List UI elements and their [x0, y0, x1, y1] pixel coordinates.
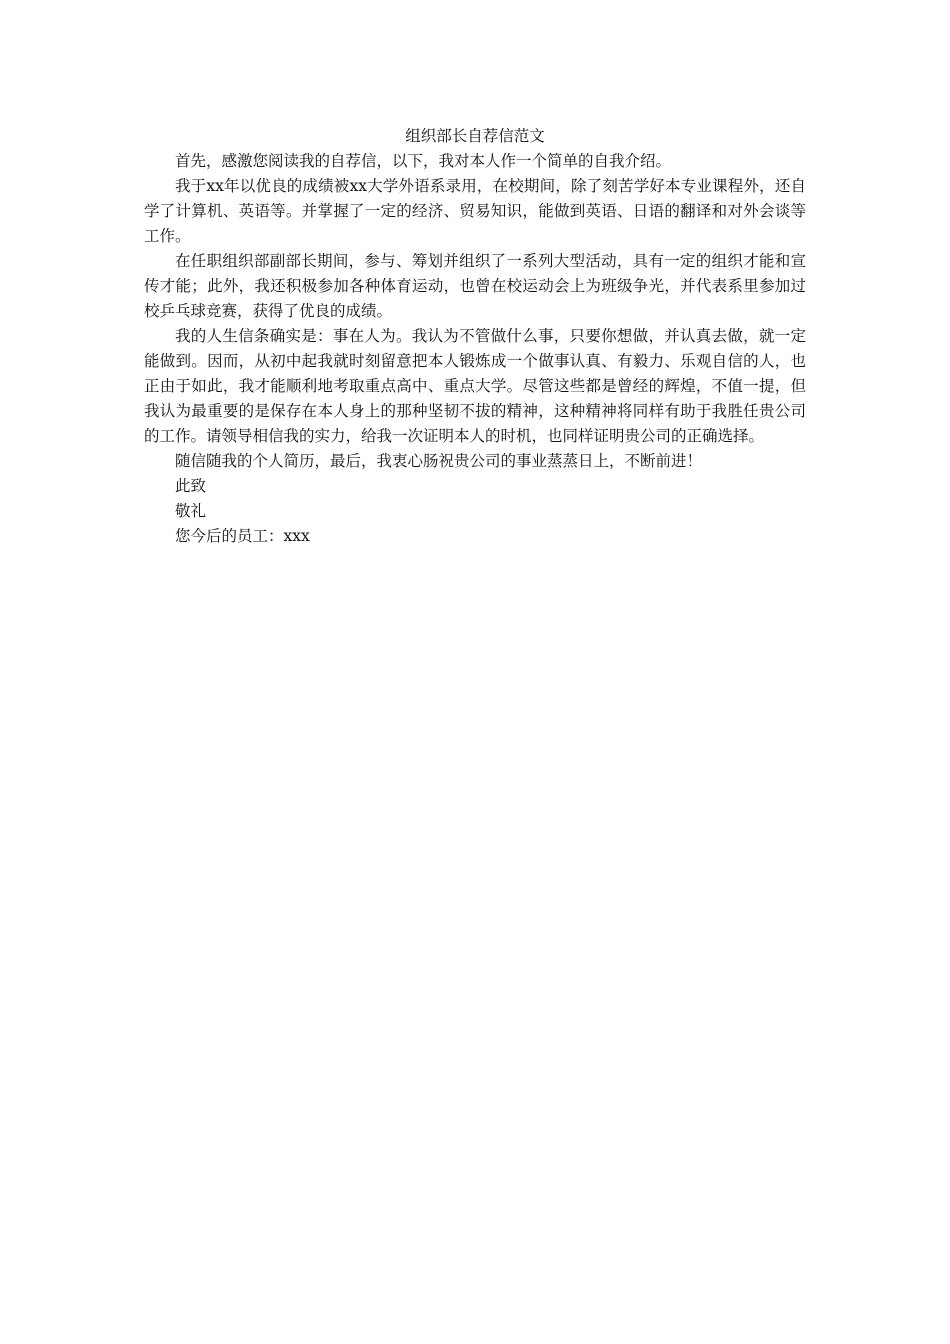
salutation-ci-zhi: 此致 — [175, 477, 207, 495]
paragraph-closing: 随信随我的个人简历，最后，我衷心肠祝贵公司的事业蒸蒸日上，不断前进！ — [175, 452, 703, 470]
salutation-jing-li: 敬礼 — [175, 502, 207, 520]
document-title: 组织部长自荐信范文 — [405, 127, 545, 145]
paragraph-education: 我于xx年以优良的成绩被xx大学外语系录用，在校期间，除了刻苦学好本专业课程外，还自学了计算机、英语等。并掌握了一定的经济、贸易知识，能做到英语、日语的翻译和对外会谈等工作。 — [144, 177, 806, 245]
document-body — [144, 124, 806, 549]
paragraph-motto: 我的人生信条确实是：事在人为。我认为不管做什么事，只要你想做，并认真去做，就一定能做到。因而，从初中起我就时刻留意把本人锻炼成一个做事认真、有毅力、乐观自信的人，也正由于如此，我才能顺利地考取重点高中、重点大学。尽管这些都是曾经的辉煌，不值一提，但我认为最重要的是保存在本人身上的那种坚韧不拔的精神，这种精神将同样有助于我胜任贵公司的工作。请领导相信我的实力，给我一次证明本人的时机，也同样证明贵公司的正确选择。 — [144, 327, 806, 445]
paragraph-intro: 首先，感激您阅读我的自荐信，以下，我对本人作一个简单的自我介绍。 — [175, 152, 672, 170]
signature: 您今后的员工：xxx — [175, 527, 310, 545]
paragraph-experience: 在任职组织部副部长期间，参与、筹划并组织了一系列大型活动，具有一定的组织才能和宣传才能；此外，我还积极参加各种体育运动，也曾在校运动会上为班级争光，并代表系里参加过校乒乓球竞赛，获得了优良的成绩。 — [144, 252, 806, 320]
